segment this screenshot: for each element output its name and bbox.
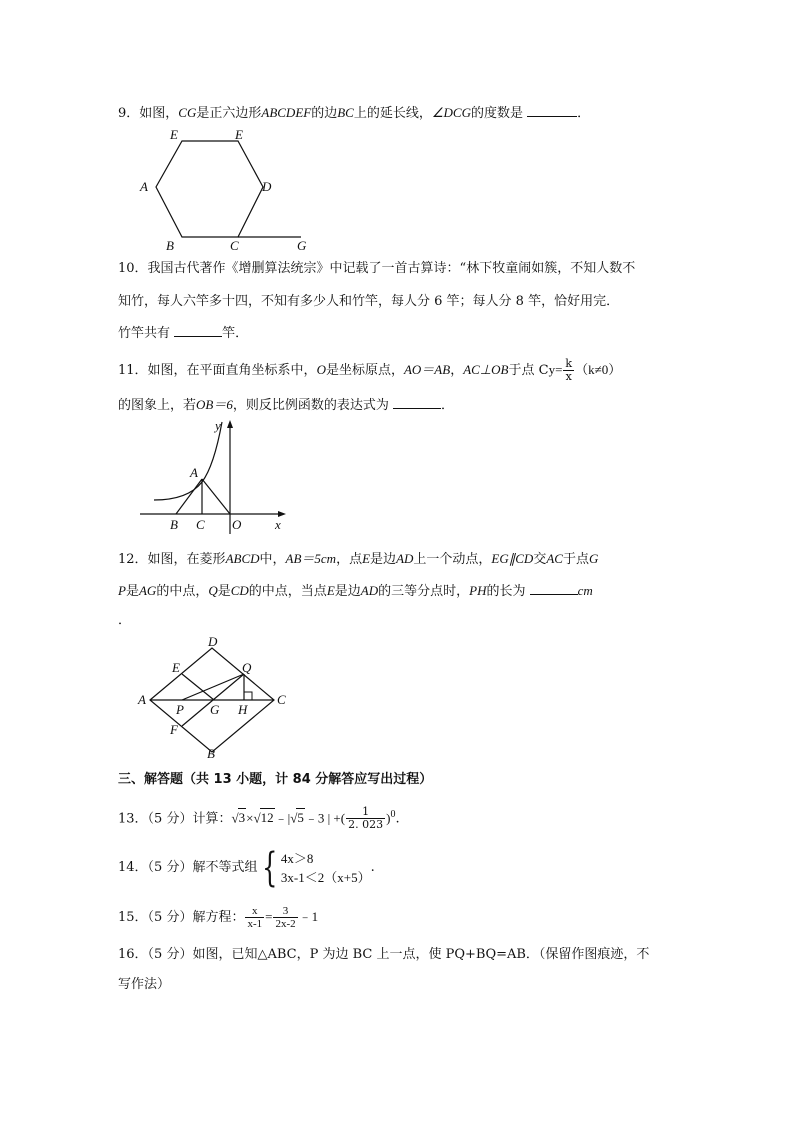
label-a: A [140, 179, 148, 194]
question-11-line2: 的图象上，若OB＝6，则反比例函数的表达式为 ． [118, 397, 455, 413]
label-e-right: E [235, 127, 243, 142]
hyperbola-curve [154, 422, 222, 500]
right-angle-mark [244, 692, 252, 700]
question-10-line1: 10．我国古代著作《增删算法统宗》中记载了一首古算诗：“林下牧童闹如簇，不知人数不 [118, 261, 636, 276]
question-16-line1: 16．（5 分）如图，已知△ABC，P 为边 BC 上一点，使 PQ+BQ=AB．（保留作图痕迹，不 [118, 947, 650, 962]
rhombus-figure [136, 636, 294, 762]
label-d: D [208, 636, 218, 649]
question-11-line1: 11．如图，在平面直角坐标系中，O是坐标原点，AO＝AB，AC⊥OB于点 Cy= $\frac{k}{x}$ （k≠0） [118, 357, 622, 383]
label-q: Q [242, 660, 252, 675]
question-12-line2: P是AG的中点，Q是CD的中点，当点E是边AD的三等分点时，PH的长为 cm [118, 583, 593, 599]
label-e-left: E [170, 127, 178, 142]
answer-blank[interactable] [527, 104, 577, 117]
label-b: B [170, 517, 178, 532]
label-b: B [166, 238, 174, 252]
question-13: 13．（5 分）计算：√3×√12﹣|√5﹣3 | +( $\frac{1}{2. 023}$ )$^0$. [118, 805, 400, 832]
label-g: G [210, 702, 220, 717]
label-a: A [138, 692, 146, 707]
label-a: A [190, 465, 198, 480]
label-o: O [232, 517, 242, 532]
label-g: G [297, 238, 307, 252]
question-16-line2: 写作法） [118, 977, 171, 992]
coordinate-figure [138, 416, 290, 538]
fraction-k-over-x: $\frac{k}{x}$ [565, 357, 573, 383]
question-12-line1: 12．如图，在菱形ABCD中，AB＝5cm，点E是边AD上一个动点，EG∥CD交AC于点G [118, 551, 599, 567]
question-10-line3: 竹竿共有 竿． [118, 326, 249, 341]
segment-eg [182, 674, 214, 700]
answer-blank[interactable] [530, 582, 578, 595]
label-f: F [170, 722, 178, 737]
label-c: C [277, 692, 286, 707]
answer-blank[interactable] [393, 396, 441, 409]
segment-pq [182, 674, 244, 700]
hexagon-shape [156, 141, 263, 237]
label-d: D [262, 179, 272, 194]
inequality-system: 4x＞8 3x-1＜2（x+5） [280, 850, 371, 885]
label-h: H [238, 702, 248, 717]
question-12-line3: ． [118, 613, 132, 628]
fraction-x-over-x-1: $\frac{x}{x-1}$ [247, 905, 263, 930]
fraction-1-over-2023: $\frac{1}{2. 023}$ [348, 805, 384, 832]
label-b: B [207, 746, 215, 761]
label-c: C [196, 517, 205, 532]
y-axis-arrow [227, 420, 233, 428]
label-e: E [172, 660, 180, 675]
question-14: 14．（5 分）解不等式组 { 4x＞8 3x-1＜2（x+5） . [118, 844, 375, 891]
question-15: 15．（5 分）解方程： $\frac{x}{x-1}$ = $\frac{3}{2x-2}$ ﹣1 [118, 905, 319, 930]
fraction-3-over-2x-2: $\frac{3}{2x-2}$ [275, 905, 296, 930]
label-x: x [275, 517, 281, 532]
question-10-line2: 知竹，每人六竿多十四，不知有多少人和竹竿，每人分 6 竿；每人分 8 竿，恰好用完． [118, 294, 620, 309]
label-c: C [230, 238, 239, 252]
hexagon-figure [138, 124, 318, 252]
segment-ao [202, 479, 230, 514]
label-y: y [215, 418, 221, 433]
question-9: 9．如图，CG是正六边形ABCDEF的边BC上的延长线，∠DCG的度数是 ． [118, 105, 591, 121]
answer-blank[interactable] [174, 324, 222, 337]
label-p: P [176, 702, 184, 717]
section-3-title: 三、解答题（共 13 小题，计 84 分解答应写出过程） [118, 772, 433, 787]
q9-number: 9． [118, 106, 140, 121]
